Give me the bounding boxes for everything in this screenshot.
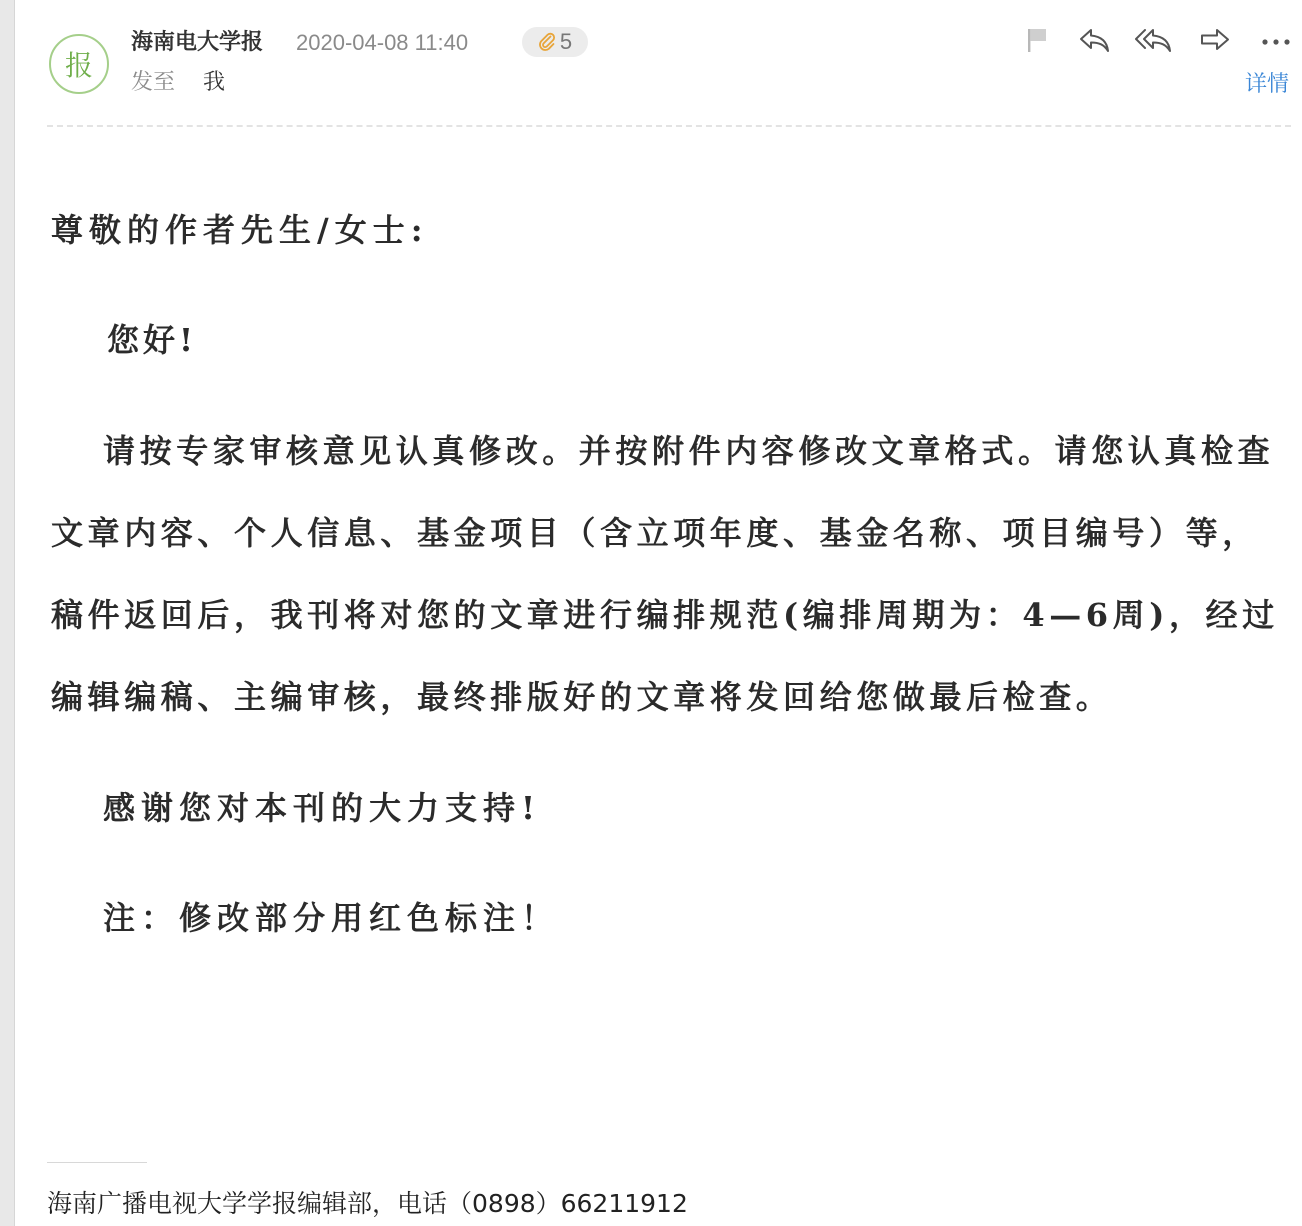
paperclip-icon [538, 32, 556, 52]
signature-rule [47, 1162, 147, 1163]
main-paragraph: 请按专家审核意见认真修改。并按附件内容修改文章格式。请您认真检查文章内容、个人信息、基金项目（含立项年度、基金名称、项目编号）等，稿件返回后，我刊将对您的文章进行编排规范(编排周期为：4—6周)，经过编辑编稿、主编审核，最终排版好的文章将发回给您做最后检查。 [51, 432, 1279, 716]
signature-text: 海南广播电视大学学报编辑部，电话（0898）66211912 [47, 1189, 688, 1218]
attachment-count: 5 [559, 29, 573, 54]
reply-button[interactable] [1074, 24, 1114, 60]
more-icon [1261, 33, 1291, 51]
forward-icon [1198, 25, 1232, 60]
greeting-text: 尊敬的作者先生/女士: [51, 211, 429, 249]
email-body [51, 190, 1291, 958]
reply-all-icon [1134, 25, 1172, 60]
attachment-badge[interactable] [522, 27, 588, 57]
avatar[interactable] [49, 34, 109, 94]
email-window [14, 0, 1302, 1226]
avatar-char: 报 [64, 49, 93, 82]
thanks-text: 感谢您对本刊的大力支持! [103, 789, 542, 827]
email-datetime: 2020-04-08 11:40 [296, 30, 469, 55]
header-divider [47, 125, 1291, 127]
reply-icon [1077, 25, 1111, 60]
reply-all-button[interactable] [1133, 24, 1173, 60]
sender-name[interactable]: 海南电大学报 [131, 30, 264, 55]
forward-button[interactable] [1195, 24, 1235, 60]
flag-button[interactable] [1017, 24, 1057, 60]
hello-text: 您好! [107, 321, 198, 359]
more-button[interactable] [1256, 24, 1296, 60]
email-header [15, 0, 1302, 126]
to-recipient[interactable]: 我 [203, 70, 226, 95]
details-link[interactable]: 详情 [1244, 72, 1289, 97]
note-text: 注：修改部分用红色标注！ [103, 899, 560, 937]
to-label: 发至 [131, 70, 176, 95]
flag-icon [1024, 26, 1050, 59]
